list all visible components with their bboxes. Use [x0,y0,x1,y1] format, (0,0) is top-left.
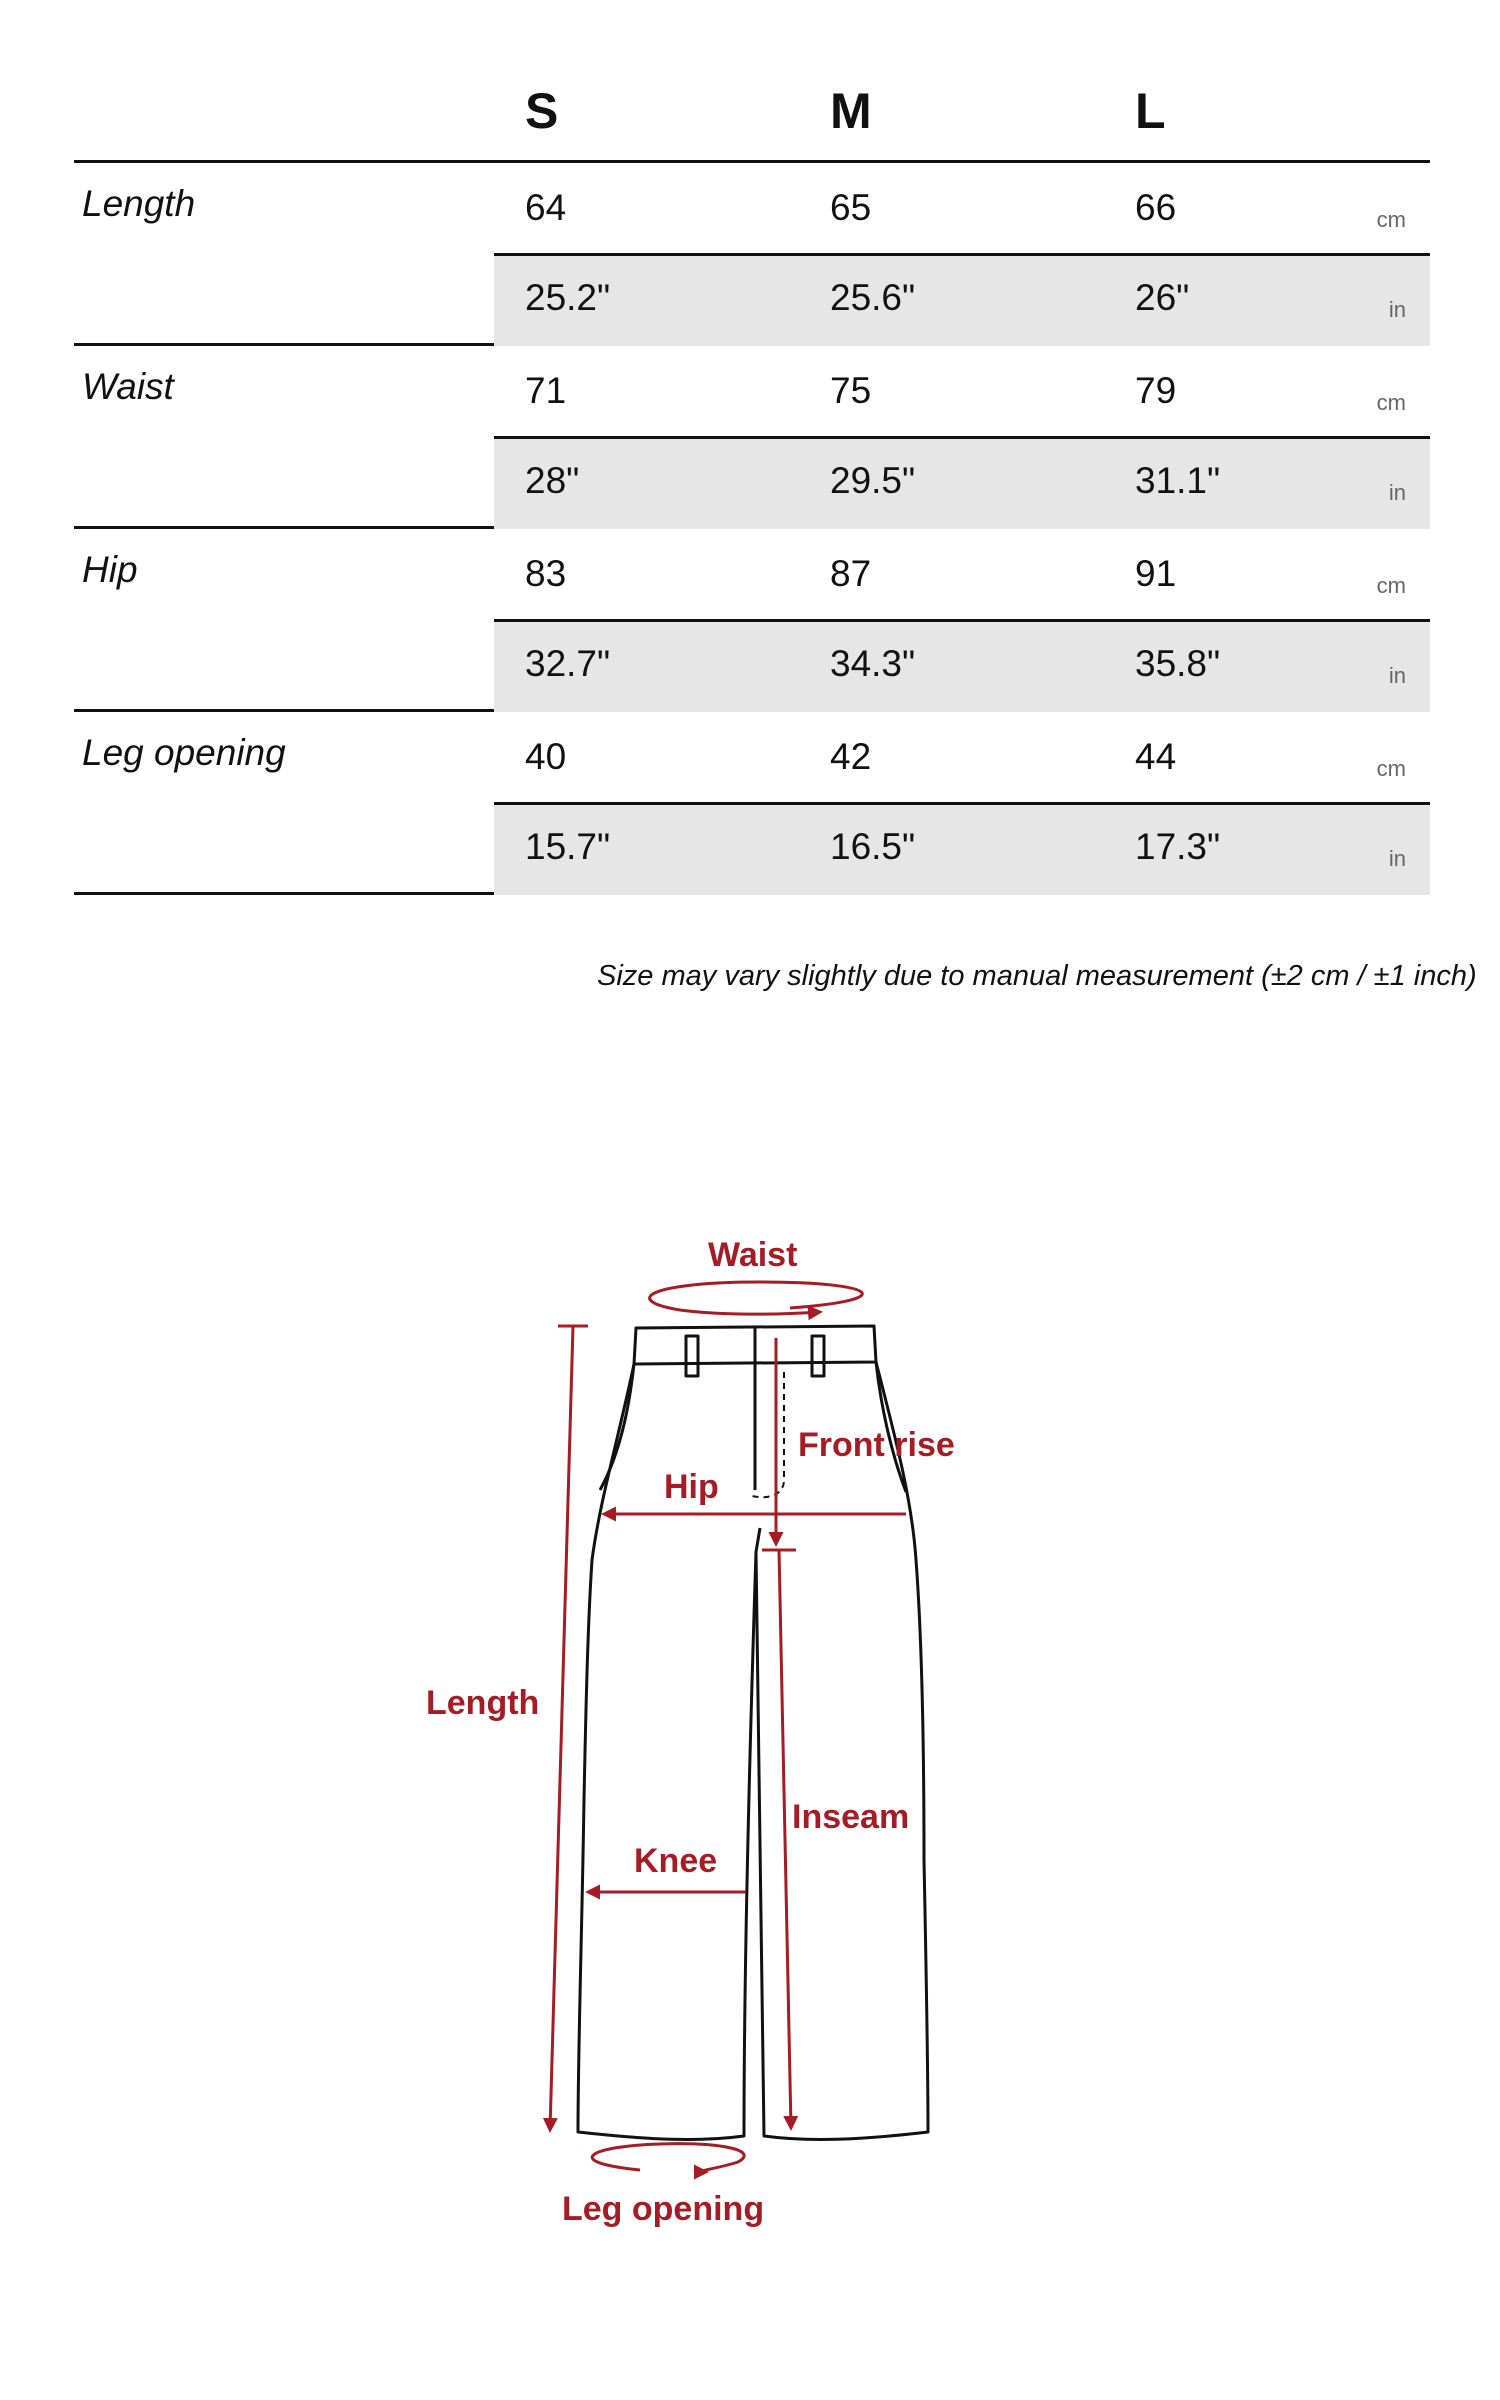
fly-stitch [752,1372,784,1497]
value-cell: 34.3" [830,643,916,684]
value-cell: 71 [525,370,567,411]
measurement-block-hip [74,529,1430,712]
value-cell: 65 [830,187,872,228]
unit-label: in [1388,663,1406,688]
value-cell: 15.7" [525,826,611,867]
value-cell: 29.5" [830,460,916,501]
unit-label: in [1388,297,1406,322]
inch-row [494,802,1430,895]
hip-label: Hip [664,1468,719,1506]
length-label: Length [426,1684,540,1722]
value-cell: 31.1" [1135,460,1221,501]
size-header-row [74,60,1430,163]
value-cell: 91 [1135,553,1177,594]
measurement-note: Size may vary slightly due to manual measurement (±2 cm / ±1 inch) [597,960,1477,992]
value-cell: 42 [830,736,872,777]
leg-opening-arrow [592,2144,744,2172]
inch-row [494,619,1430,712]
inch-row [494,436,1430,529]
value-cell: 26" [1135,277,1190,318]
unit-label: cm [1376,207,1406,232]
length-arrow [550,1326,573,2130]
value-cell: 28" [525,460,580,501]
value-cell: 25.6" [830,277,916,318]
cm-row [494,712,1430,802]
value-cell: 32.7" [525,643,611,684]
measurement-label: Leg opening [82,732,286,773]
value-cell: 79 [1135,370,1177,411]
value-cell: 66 [1135,187,1177,228]
unit-label: cm [1376,573,1406,598]
unit-label: cm [1376,756,1406,781]
knee-label: Knee [634,1842,718,1880]
measurement-label: Length [82,183,196,224]
unit-label: in [1388,846,1406,871]
unit-label: in [1388,480,1406,505]
value-cell: 25.2" [525,277,611,318]
measurement-label: Waist [82,366,174,407]
value-cell: 44 [1135,736,1177,777]
value-cell: 17.3" [1135,826,1221,867]
size-header-s: S [525,83,559,139]
measurement-block-waist [74,346,1430,529]
cm-row [494,529,1430,619]
belt-loop-right [812,1336,824,1376]
waist-arrow [650,1282,863,1314]
leg-opening-label: Leg opening [562,2190,765,2228]
inseam-label: Inseam [792,1798,910,1836]
measurement-guides [550,1282,906,2172]
value-cell: 87 [830,553,872,594]
value-cell: 35.8" [1135,643,1221,684]
value-cell: 40 [525,736,567,777]
value-cell: 75 [830,370,872,411]
belt-loop-left [686,1336,698,1376]
unit-label: cm [1376,390,1406,415]
size-header-m: M [830,83,872,139]
measurement-block-leg-opening [74,712,1430,895]
measurement-label: Hip [82,549,138,590]
size-chart-table [74,60,1477,992]
inseam-arrow [779,1550,791,2128]
pants-measurement-diagram [0,1180,1500,2280]
size-header-l: L [1135,83,1166,139]
measurement-block-length [74,163,1430,346]
inch-row [494,253,1430,346]
value-cell: 64 [525,187,567,228]
front-rise-label: Front rise [798,1426,955,1464]
cm-row [494,163,1430,253]
value-cell: 16.5" [830,826,916,867]
waist-label: Waist [708,1236,798,1274]
cm-row [494,346,1430,436]
value-cell: 83 [525,553,567,594]
